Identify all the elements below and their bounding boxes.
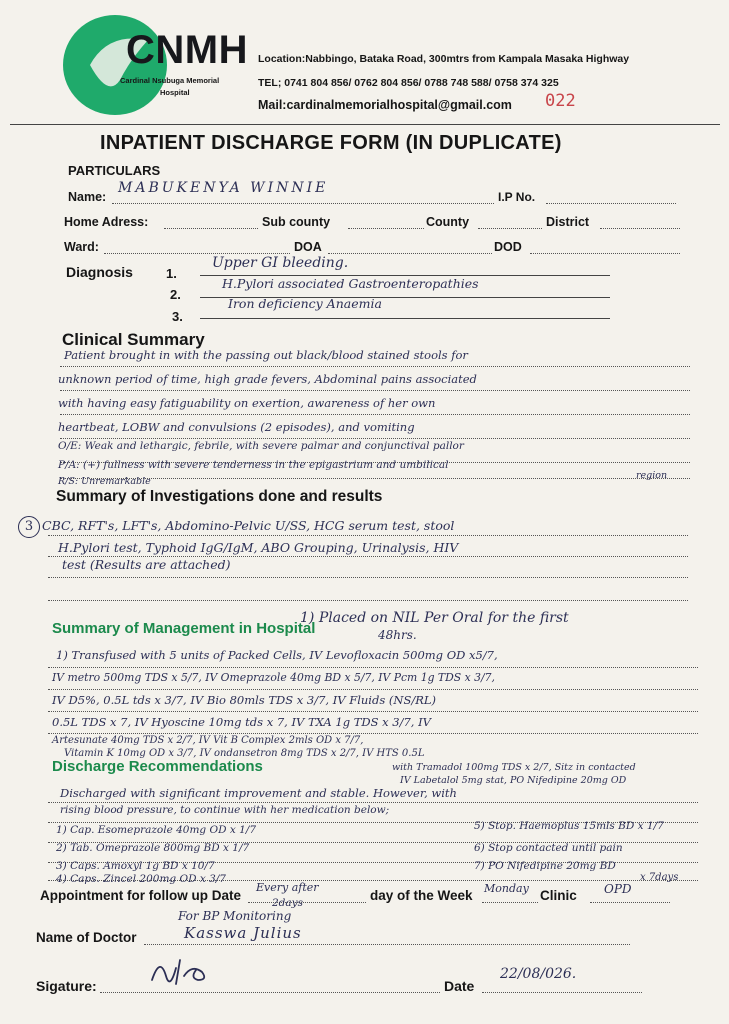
day-of-week-label: day of the Week: [370, 888, 473, 903]
appointment-value-2: 2days: [272, 897, 303, 909]
discharge-heading: Discharge Recommendations: [52, 758, 263, 775]
management-heading: Summary of Management in Hospital: [52, 620, 316, 637]
name-label: Name:: [68, 190, 107, 204]
discharge-med: 1) Cap. Esomeprazole 40mg OD x 1/7: [56, 824, 257, 836]
management-line: IV D5%, 0.5L tds x 3/7, IV Bio 80mls TDS x 3/7, IV Fluids (NS/RL): [52, 693, 436, 707]
inv-line-1: [48, 535, 688, 536]
ip-no-line: [546, 203, 676, 204]
clinical-summary-heading: Clinical Summary: [62, 330, 205, 349]
doa-line: [328, 253, 492, 254]
home-address-label: Home Adress:: [64, 215, 149, 229]
doctor-name: Kasswa Julius: [184, 924, 302, 942]
appointment-line: [248, 902, 366, 903]
hospital-logo: [60, 10, 248, 120]
logo-subtitle: Cardinal Nsubuga Memorial: [120, 76, 220, 85]
district-line: [600, 228, 680, 229]
management-line: IV Labetalol 5mg stat, PO Nifedipine 20mg OD: [400, 775, 627, 786]
appointment-note: For BP Monitoring: [178, 909, 292, 923]
doctor-line: [144, 944, 630, 945]
date-line: [482, 992, 642, 993]
clinical-summary-line: P/A: (+) fullness with severe tenderness in the epigastrium and umbilical: [58, 459, 449, 471]
dod-line: [530, 253, 680, 254]
clinical-summary-line: R/S: Unremarkable: [58, 476, 151, 487]
diagnosis-number-2: 2.: [170, 287, 181, 302]
inv-line-4: [48, 600, 688, 601]
management-line: 0.5L TDS x 7, IV Hyoscine 10mg tds x 7, IV TXA 1g TDS x 3/7, IV: [52, 715, 431, 729]
disc-line-1: [48, 802, 698, 803]
discharge-line: Discharged with significant improvement and stable. However, with: [60, 786, 457, 800]
ward-line: [104, 253, 290, 254]
clinical-summary-line: unknown period of time, high grade fevers, Abdominal pains associated: [58, 372, 477, 386]
investigations-line: H.Pylori test, Typhoid IgG/IgM, ABO Grouping, Urinalysis, HIV: [58, 540, 459, 555]
form-title: INPATIENT DISCHARGE FORM (IN DUPLICATE): [100, 132, 562, 154]
diagnosis-label: Diagnosis: [66, 264, 133, 280]
diagnosis-3: Iron deficiency Anaemia: [228, 296, 382, 311]
subcounty-line: [348, 228, 424, 229]
investigations-line: CBC, RFT's, LFT's, Abdomino-Pelvic U/SS, HCG serum test, stool: [42, 518, 455, 533]
diagnosis-number-1: 1.: [166, 266, 177, 281]
name-value: MABUKENYA WINNIE: [118, 180, 329, 196]
county-label: County: [426, 215, 470, 229]
mgmt-line-4: [48, 733, 698, 734]
discharge-med: 3) Caps. Amoxyl 1g BD x 10/7: [56, 860, 215, 872]
investigations-mark-number: 3: [24, 519, 34, 534]
doctor-signature: [146, 950, 226, 990]
discharge-med: 6) Stop contacted until pain: [474, 842, 623, 854]
ward-label: Ward:: [64, 240, 99, 254]
clinic-value: OPD: [604, 882, 632, 896]
day-of-week-value: Monday: [484, 882, 529, 895]
name-line: [112, 203, 494, 204]
clinic-line: [590, 902, 670, 903]
cs-line-4: [60, 438, 690, 439]
mgmt-line-3: [48, 711, 698, 712]
day-of-week-line: [482, 902, 538, 903]
signature-scribble-icon: [146, 950, 226, 990]
date-label: Date: [444, 978, 475, 994]
district-label: District: [546, 215, 590, 229]
appointment-value: Every after: [256, 881, 319, 894]
subcounty-label: Sub county: [262, 215, 331, 229]
cs-line-3: [60, 414, 690, 415]
investigations-heading: Summary of Investigations done and results: [56, 488, 383, 505]
clinical-summary-line: O/E: Weak and lethargic, febrile, with severe palmar and conjunctival pallor: [58, 440, 464, 452]
ip-no-label: I.P No.: [498, 190, 536, 204]
doa-label: DOA: [294, 240, 322, 254]
cs-line-1: [60, 366, 690, 367]
header-tel: TEL; 0741 804 856/ 0762 804 856/ 0788 748 588/ 0758 374 325: [258, 77, 559, 89]
discharge-med: x 7days: [640, 872, 679, 883]
management-intro-line: 48hrs.: [378, 628, 417, 642]
mgmt-line-1: [48, 667, 698, 668]
serial-number: 022: [545, 91, 576, 111]
clinic-label: Clinic: [540, 888, 577, 903]
signature-line: [100, 992, 440, 993]
discharge-med: 7) PO Nifedipine 20mg BD: [474, 860, 616, 872]
header-location: Location:Nabbingo, Bataka Road, 300mtrs from Kampala Masaka Highway: [258, 53, 630, 65]
appointment-label: Appointment for follow up Date: [40, 888, 241, 903]
diagnosis-1: Upper GI bleeding.: [212, 255, 349, 271]
investigations-line: test (Results are attached): [62, 557, 231, 572]
home-address-line: [164, 228, 258, 229]
header-divider: [10, 124, 720, 125]
management-line: Vitamin K 10mg OD x 3/7, IV ondansetron 8mg TDS x 2/7, IV HTS 0.5L: [64, 748, 425, 759]
particulars-heading: PARTICULARS: [68, 163, 161, 178]
mgmt-line-2: [48, 689, 698, 690]
management-line: 1) Transfused with 5 units of Packed Cells, IV Levofloxacin 500mg OD x5/7,: [56, 648, 498, 662]
cs-line-6: [60, 478, 690, 479]
dod-label: DOD: [494, 240, 522, 254]
management-intro-line: 1) Placed on NIL Per Oral for the first: [300, 610, 569, 626]
diagnosis-line-3: [200, 318, 610, 319]
discharge-med: 4) Caps. Zincel 200mg OD x 3/7: [56, 873, 226, 885]
discharge-med: 5) Stop. Haemoplus 15mls BD x 1/7: [474, 820, 664, 832]
logo-text: CNMH: [126, 28, 248, 72]
date-value: 22/08/026.: [500, 966, 577, 982]
management-line: with Tramadol 100mg TDS x 2/7, Sitz in contacted: [392, 762, 636, 773]
discharge-line: rising blood pressure, to continue with her medication below;: [60, 804, 390, 816]
clinical-summary-line: with having easy fatiguability on exertion, awareness of her own: [58, 396, 436, 410]
doctor-label: Name of Doctor: [36, 930, 137, 945]
signature-label: Sigature:: [36, 978, 97, 994]
diagnosis-number-3: 3.: [172, 309, 183, 324]
management-line: IV metro 500mg TDS x 5/7, IV Omeprazole 40mg BD x 5/7, IV Pcm 1g TDS x 3/7,: [52, 671, 495, 684]
logo-subtitle-2: Hospital: [160, 88, 190, 97]
header-mail: Mail:cardinalmemorialhospital@gmail.com: [258, 98, 512, 112]
discharge-med: 2) Tab. Omeprazole 800mg BD x 1/7: [56, 842, 250, 854]
clinical-summary-line: Patient brought in with the passing out black/blood stained stools for: [64, 348, 468, 362]
diagnosis-2: H.Pylori associated Gastroenteropathies: [222, 276, 479, 291]
inv-line-3: [48, 577, 688, 578]
county-line: [478, 228, 542, 229]
cs-line-2: [60, 390, 690, 391]
management-line: Artesunate 40mg TDS x 2/7, IV Vit B Complex 2mls OD x 7/7,: [52, 735, 364, 746]
investigations-mark: [18, 516, 40, 538]
clinical-summary-line: heartbeat, LOBW and convulsions (2 episodes), and vomiting: [58, 420, 415, 434]
clinical-summary-line: region: [636, 470, 668, 481]
